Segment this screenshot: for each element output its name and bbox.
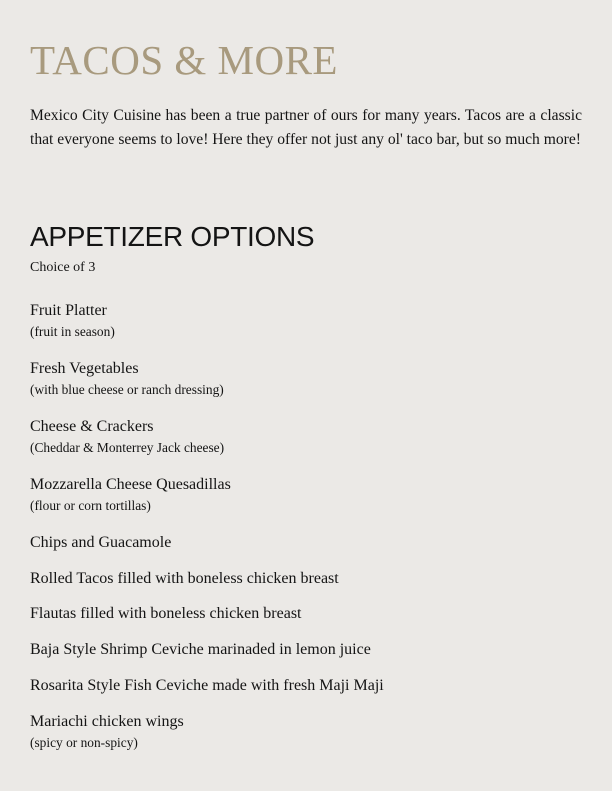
menu-item-name: Fresh Vegetables <box>30 360 139 377</box>
menu-item-note: (fruit in season) <box>30 324 115 339</box>
menu-item-name: Rolled Tacos filled with boneless chicken breast <box>30 570 339 587</box>
menu-item <box>30 532 586 554</box>
intro-paragraph: Mexico City Cuisine has been a true partner of ours for many years. Tacos are a classic that everyone seems to love! Here they offer not just any ol' taco bar, but so much more! <box>30 107 582 148</box>
menu-item-name: Chips and Guacamole <box>30 534 172 551</box>
menu-item <box>30 474 586 516</box>
menu-item <box>30 358 586 400</box>
menu-item-note: (spicy or non-spicy) <box>30 735 138 750</box>
menu-item-note: (flour or corn tortillas) <box>30 498 151 513</box>
menu-item <box>30 711 586 753</box>
menu-item-name: Fruit Platter <box>30 302 107 319</box>
section-heading: APPETIZER OPTIONS <box>30 221 315 252</box>
menu-item <box>30 416 586 458</box>
menu-item-name: Cheese & Crackers <box>30 418 154 435</box>
menu-item-name: Mozzarella Cheese Quesadillas <box>30 476 231 493</box>
menu-item <box>30 300 586 342</box>
menu-item <box>30 603 586 625</box>
menu-item-note: (with blue cheese or ranch dressing) <box>30 382 224 397</box>
menu-item-note: (Cheddar & Monterrey Jack cheese) <box>30 440 225 455</box>
menu-item-name: Mariachi chicken wings <box>30 713 184 730</box>
menu-item <box>30 639 586 661</box>
menu-item-name: Rosarita Style Fish Ceviche made with fresh Maji Maji <box>30 677 384 694</box>
menu-item <box>30 568 586 590</box>
section-subheading: Choice of 3 <box>30 260 96 275</box>
page-title: TACOS & MORE <box>30 37 338 83</box>
menu-item-name: Baja Style Shrimp Ceviche marinaded in lemon juice <box>30 641 371 658</box>
menu-item-name: Flautas filled with boneless chicken breast <box>30 605 302 622</box>
menu-item <box>30 675 586 697</box>
